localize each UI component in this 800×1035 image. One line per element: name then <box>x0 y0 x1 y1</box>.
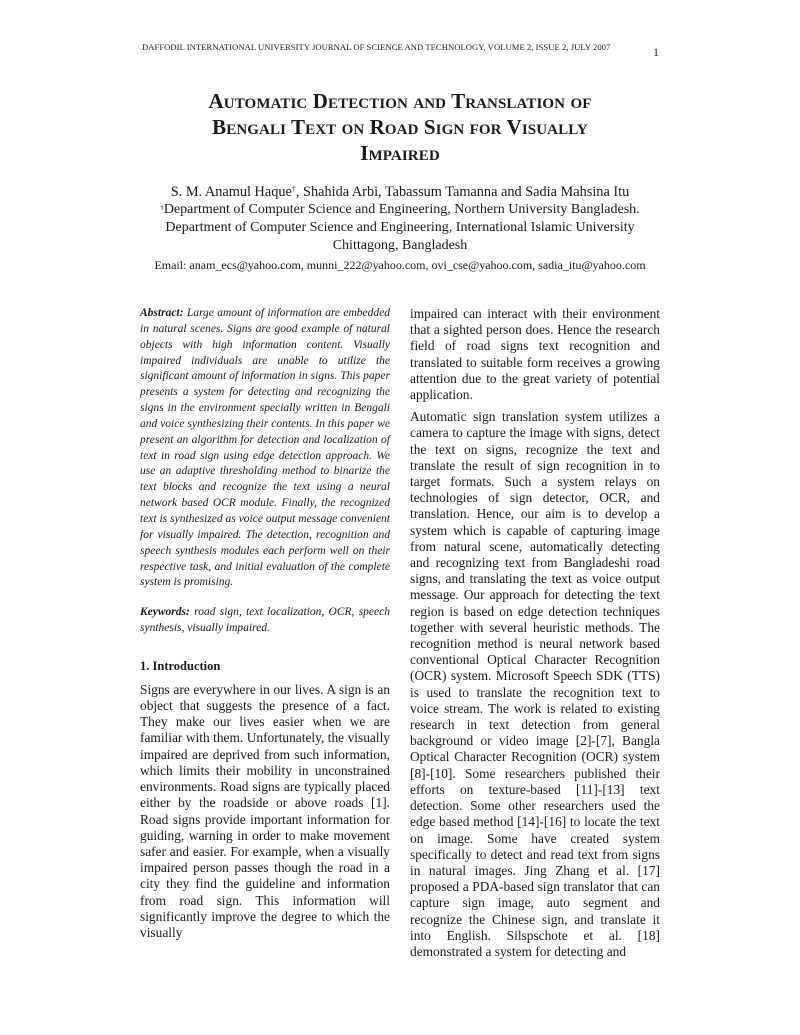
abstract-text: Large amount of information are embedded in natural scenes. Signs are good example of natural objects with high information content. Visually impaired individuals are unable to utilize the significant amount of information in signs. This paper presents a system for detecting and recognizing the signs in the environment specially written in Bengali and voice synthesizing their contents. In this paper we present an algorithm for detection and localization of text in road sign using edge detection approach. We use an adaptive thresholding method to binarize the text blocks and recognize the text using a neural network based OCR module. Finally, the recognized text is synthesized as voice output message convenient for visually impaired. The detection, recognition and speech synthesis modules each perform well on their respective task, and initial evaluation of the complete system is promising. <box>140 307 390 589</box>
left-column <box>140 306 390 947</box>
title-line-1: Automatic Detection and Translation of <box>208 89 592 113</box>
abstract-label: Abstract: <box>140 307 184 319</box>
right-column <box>410 306 660 966</box>
abstract <box>140 306 390 591</box>
running-head: DAFFODIL INTERNATIONAL UNIVERSITY JOURNAL OF SCIENCE AND TECHNOLOGY, VOLUME 2, ISSUE 2, JULY 2007 <box>142 42 611 52</box>
author-names <box>60 183 740 201</box>
paper-title <box>100 88 700 166</box>
author-emails: Email: anam_ecs@yahoo.com, munni_222@yahoo.com, ovi_cse@yahoo.com, sadia_itu@yahoo.com <box>154 258 646 272</box>
keywords-label: Keywords: <box>140 606 190 619</box>
affiliation-1-text: Department of Computer Science and Engineering, Northern University Bangladesh. <box>163 202 640 217</box>
dagger-mark: † <box>291 185 296 194</box>
affiliation-dagger: † <box>160 204 164 212</box>
title-line-3: Impaired <box>360 141 440 165</box>
affiliation-2: Department of Computer Science and Engineering, International Islamic University <box>165 220 635 235</box>
page-number: 1 <box>653 45 659 59</box>
intro-paragraph-2: Automatic sign translation system utilizes a camera to capture the image with signs, detect the text on signs, recognize the text and translate the result of sign recognition in to target formats. Such a system relays on technologies of sign detector, OCR, and translation. Hence, our aim is to develop a system which is capable of capturing image from natural scene, automatically detecting and recognizing text from Bangladeshi road signs, and translating the text as voice output message. Our approach for detecting the text region is based on edge detection techniques together with several heuristic methods. The recognition method is neural network based conventional Optical Character Recognition (OCR) system. Microsoft Speech SDK (TTS) is used to translate the recognition text to voice stream. The work is related to existing research in text detection from general background or video image [2]-[7], Bangla Optical Character Recognition (OCR) system [8]-[10]. Some researchers published their efforts on texture-based [11]-[13] text detection. Some other researchers used the edge based method [14]-[16] to locate the text on image. Some have created system specifically to detect and read text from signs in natural images. Jing Zhang et al. [17] proposed a PDA-based sign translator that can capture sign image, auto segment and recognize the Chinese sign, and translate it into English. Silspschote et al. [18] demonstrated a system for detecting and <box>410 409 660 959</box>
keywords-text: road sign, text localization, OCR, speech synthesis, visually impaired. <box>140 606 390 635</box>
affiliation-2-city: Chittagong, Bangladesh <box>332 238 468 253</box>
title-line-2: Bengali Text on Road Sign for Visually <box>212 115 588 139</box>
section-heading-introduction: 1. Introduction <box>140 658 221 673</box>
intro-paragraph-1: Signs are everywhere in our lives. A sign is an object that suggests the presence of a fact. They make our lives easier when we are familiar with them. Unfortunately, the visually impaired are deprived from such information, which limits their mobility in unconstrained environments. Road signs are typically placed either by the roadside or above roads [1]. Road signs provide important information for guiding, warning in order to make movement safer and easier. For example, when a visually impaired person passes though the road in a city they find the guideline and information from road sign. This information will significantly improve the degree to which the visually <box>140 681 390 940</box>
first-author: S. M. Anamul Haque <box>170 184 292 200</box>
affiliation-1 <box>60 201 740 219</box>
intro-paragraph-1-continued: impaired can interact with their environment that a sighted person does. Hence the research field of road signs text recognition and translated to suitable form receives a growing attention due to the great variety of potential application. <box>410 306 660 403</box>
author-block <box>60 183 740 274</box>
keywords <box>140 605 390 637</box>
other-authors: , Shahida Arbi, Tabassum Tamanna and Sadia Mahsina Itu <box>295 184 630 200</box>
